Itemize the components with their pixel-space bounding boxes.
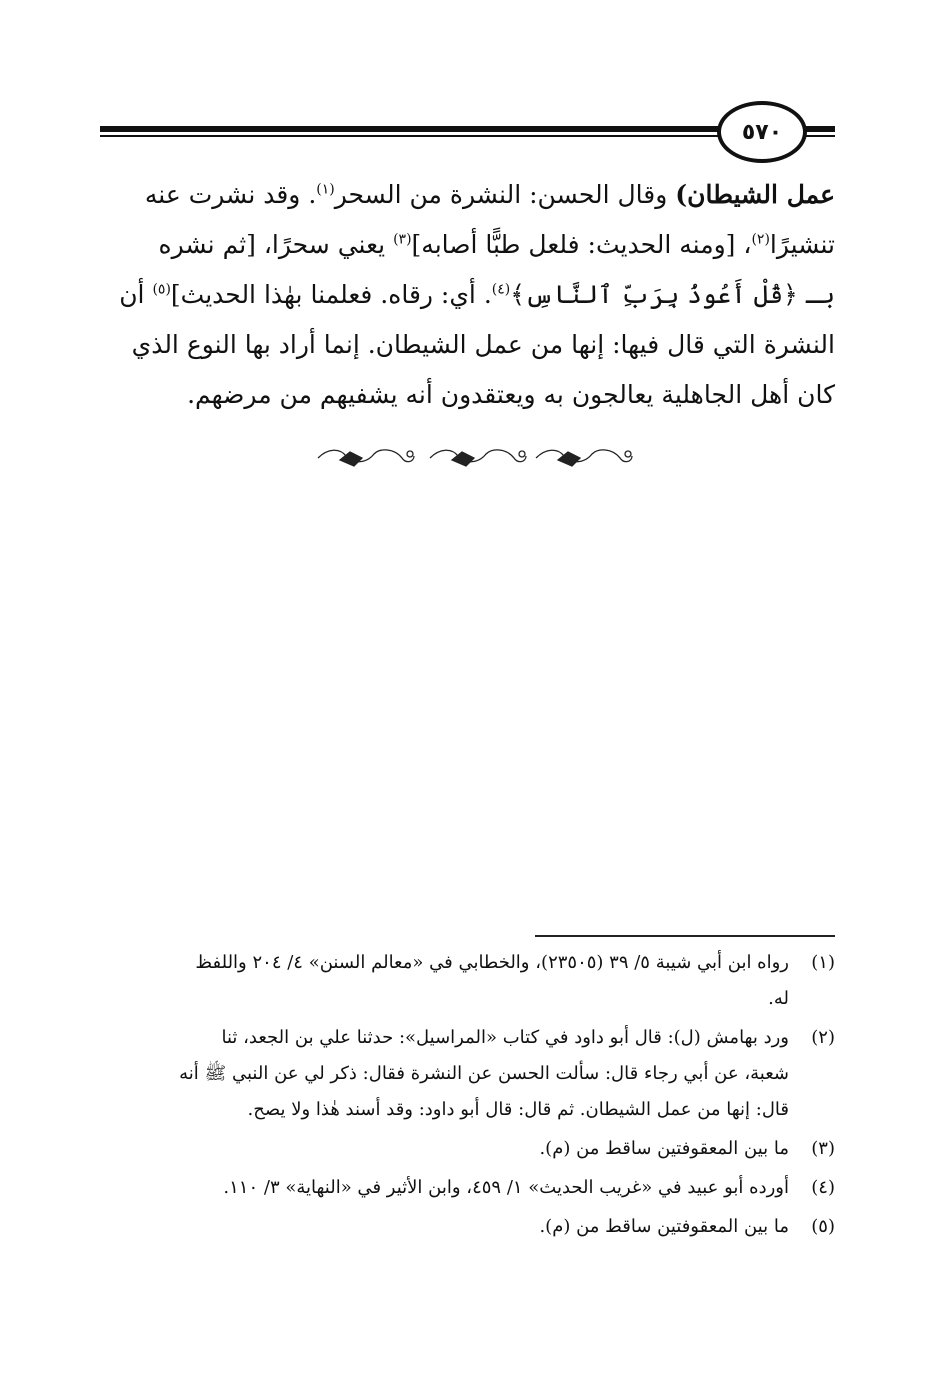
body-line-4 — [100, 320, 835, 370]
body-text-segment: بـ ﴿قُلْ أَعُوذُ بِرَبِّ ٱلنَّاسِ﴾ — [510, 280, 835, 309]
body-text-segment: أن — [119, 280, 153, 309]
body-text — [100, 170, 835, 420]
footnote-ref: (٢) — [751, 231, 770, 248]
footnotes — [100, 945, 835, 1248]
footnote-line: شعبة، عن أبي رجاء قال: سألت الحسن عن النشرة فقال: ذكر لي عن النبي ﷺ أنه — [179, 1063, 789, 1084]
footnote-ref: (٥) — [152, 281, 171, 298]
footnote-text — [100, 945, 789, 1017]
body-text-segment: كان أهل الجاهلية يعالجون به ويعتقدون أنه يشفيهم من مرضهم. — [187, 380, 835, 409]
footnote-ref: (١) — [316, 181, 335, 198]
footnote-number: (٤) — [811, 1177, 835, 1198]
body-text-segment: النشرة التي قال فيها: إنها من عمل الشيطان. إنما أراد بها النوع الذي — [131, 330, 835, 359]
body-bold-phrase: عمل الشيطان) — [675, 180, 835, 209]
footnote-number: (٥) — [811, 1216, 835, 1237]
ornament-motif — [430, 450, 526, 466]
footnote-item — [100, 1209, 835, 1245]
body-text-segment: . أي: رقاه. فعلمنا بهٰذا الحديث] — [170, 280, 492, 309]
body-text-segment: وقال الحسن: النشرة من السحر — [334, 180, 676, 209]
ornament-motif — [536, 450, 632, 466]
footnote-text — [100, 1170, 789, 1206]
footnote-line: قال: إنها من عمل الشيطان. ثم قال: قال أبو داود: وقد أسند هٰذا ولا يصح. — [247, 1099, 789, 1120]
footnote-item — [100, 1170, 835, 1206]
body-line-2 — [100, 220, 835, 270]
footnote-line: ما بين المعقوفتين ساقط من (م). — [539, 1216, 789, 1237]
footnote-text — [100, 1131, 789, 1167]
footnote-separator — [535, 935, 835, 937]
body-line-3 — [100, 270, 835, 320]
footnote-item — [100, 1131, 835, 1167]
footnote-text — [100, 1020, 789, 1128]
body-text-segment: يعني سحرًا، [ثم نشره — [158, 230, 394, 259]
page-number-label: ٥٧٠ — [741, 119, 783, 145]
footnote-line: ورد بهامش (ل): قال أبو داود في كتاب «المراسيل»: حدثنا علي بن الجعد، ثنا — [221, 1027, 789, 1048]
footnote-item — [100, 945, 835, 1017]
footnote-line: ما بين المعقوفتين ساقط من (م). — [539, 1138, 789, 1159]
footnote-ref: (٣) — [393, 231, 412, 248]
ornament-divider — [310, 440, 640, 476]
footnote-item — [100, 1020, 835, 1128]
footnote-number: (١) — [811, 952, 835, 973]
body-text-segment: . وقد نشرت عنه — [144, 180, 317, 209]
footnote-number: (٢) — [811, 1027, 835, 1048]
footnote-line: له. — [768, 988, 789, 1009]
body-line-5 — [100, 370, 835, 420]
footnote-ref: (٤) — [491, 281, 511, 298]
ornament-motif — [318, 450, 414, 466]
footnote-text — [100, 1209, 789, 1245]
page-number — [717, 101, 807, 163]
footnote-line: رواه ابن أبي شيبة ٥/ ٣٩ (٢٣٥٠٥)، والخطابي في «معالم السنن» ٤/ ٢٠٤ واللفظ — [195, 952, 789, 973]
body-line-1 — [100, 170, 835, 220]
footnote-number: (٣) — [811, 1138, 835, 1159]
body-text-segment: تنشيرًا — [769, 230, 835, 259]
footnote-line: أورده أبو عبيد في «غريب الحديث» ١/ ٤٥٩، وابن الأثير في «النهاية» ٣/ ١١٠. — [223, 1177, 789, 1198]
body-text-segment: ، [ومنه الحديث: فلعل طبًّا أصابه] — [411, 230, 752, 259]
